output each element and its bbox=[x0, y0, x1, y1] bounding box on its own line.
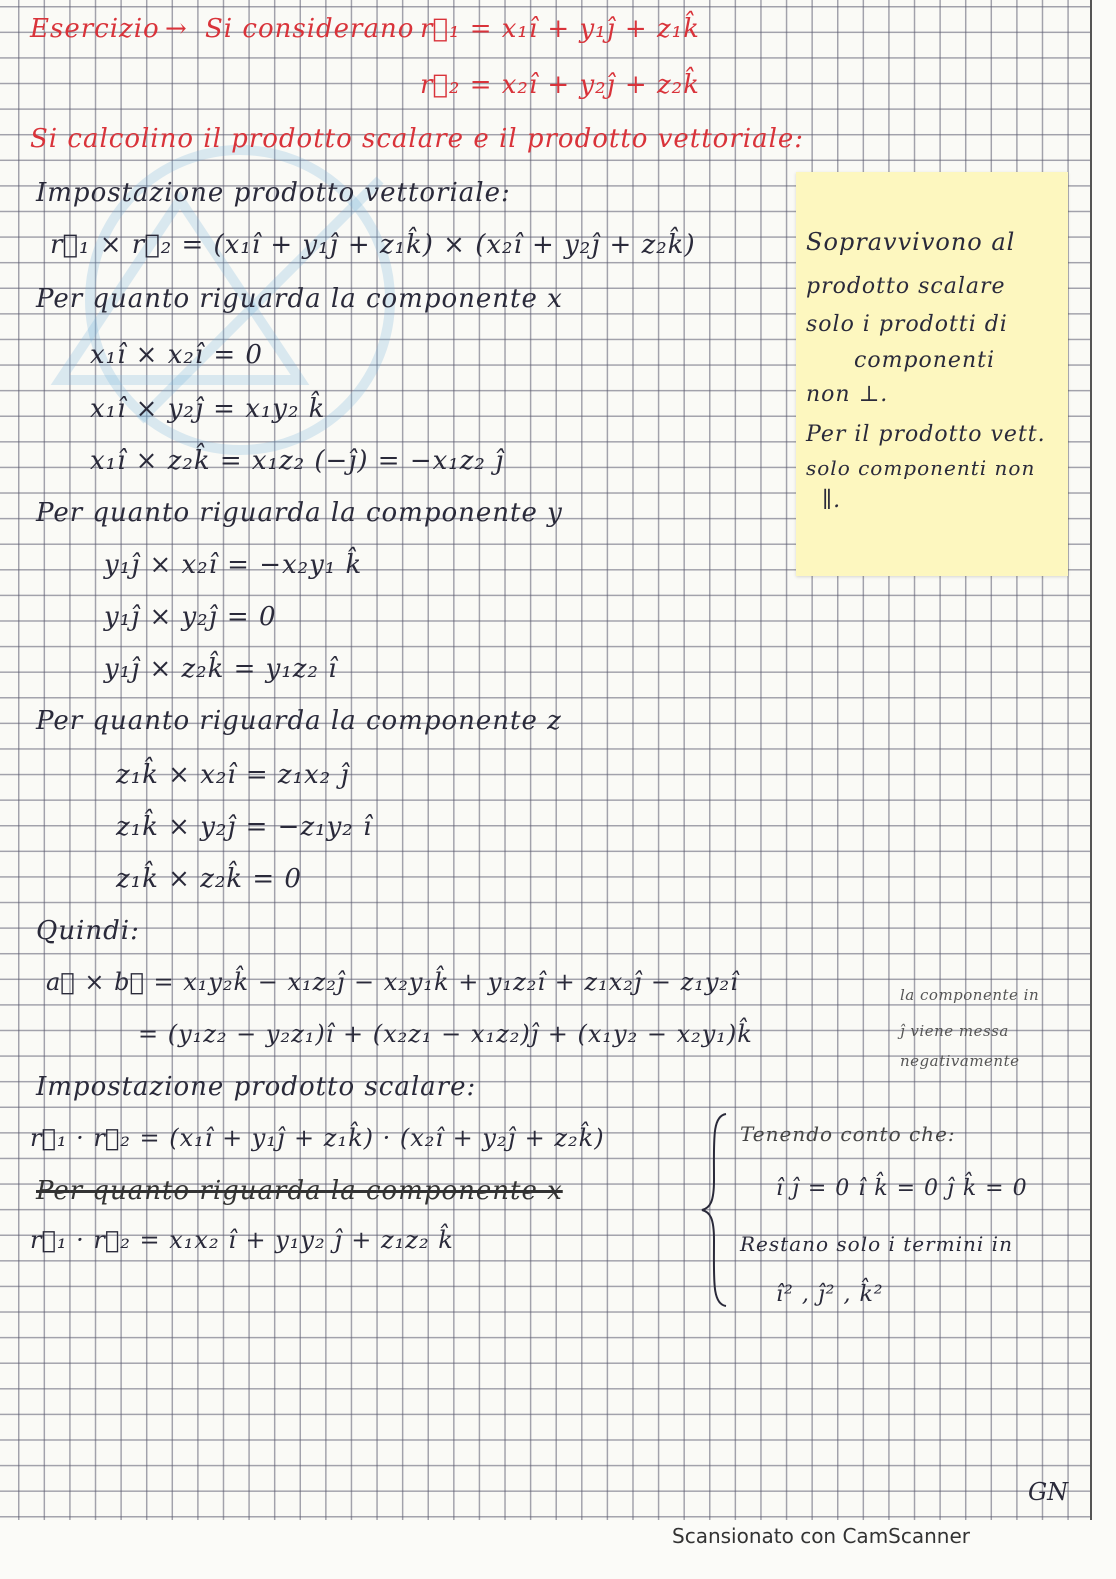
x-component-heading: Per quanto riguarda la componente x bbox=[36, 284, 563, 314]
task-statement: Si calcolino il prodotto scalare e il prodotto vettoriale: bbox=[30, 124, 805, 154]
margin-note-line-1: la componente in bbox=[900, 986, 1040, 1004]
vector-product-heading: Impostazione prodotto vettoriale: bbox=[36, 178, 511, 208]
cross-product-result-line-2: = (y₁z₂ − y₂z₁)î + (x₂z₁ − x₁z₂)ĵ + (x₁y₂ − x₂y₁)k̂ bbox=[138, 1020, 753, 1048]
title-arrow: → bbox=[165, 14, 188, 44]
side-note-line-3: Restano solo i termini in bbox=[740, 1232, 1013, 1256]
author-initials: GN bbox=[1028, 1478, 1069, 1506]
sticky-note-line: non ⊥. bbox=[806, 382, 889, 407]
sticky-note-line: Sopravvivono al bbox=[806, 228, 1016, 256]
z-component-heading: Per quanto riguarda la componente z bbox=[36, 706, 562, 736]
sticky-note-line: componenti bbox=[854, 348, 995, 373]
cross-product-result-line-1: a⃗ × b⃗ = x₁y₂k̂ − x₁z₂ĵ − x₂y₁k̂ + y₁z₂î + z₁x₂ĵ − z₁y₂î bbox=[46, 968, 739, 996]
z-line-3: z₁k̂ × z₂k̂ = 0 bbox=[116, 864, 302, 894]
margin-note-line-2: ĵ viene messa bbox=[900, 1022, 1009, 1040]
side-note-line-4: î² , ĵ² , k̂² bbox=[776, 1282, 884, 1307]
vector-1-definition: r⃗₁ = x₁î + y₁ĵ + z₁k̂ bbox=[420, 14, 700, 44]
z-line-2: z₁k̂ × y₂ĵ = −z₁y₂ î bbox=[116, 812, 373, 842]
dot-product-result: r⃗₁ · r⃗₂ = x₁x₂ î + y₁y₂ ĵ + z₁z₂ k̂ bbox=[30, 1226, 454, 1254]
z-line-1: z₁k̂ × x₂î = z₁x₂ ĵ bbox=[116, 760, 350, 790]
side-note-line-1: Tenendo conto che: bbox=[740, 1122, 956, 1146]
x-line-3: x₁î × z₂k̂ = x₁z₂ (−ĵ) = −x₁z₂ ĵ bbox=[90, 446, 505, 476]
scalar-product-heading: Impostazione prodotto scalare: bbox=[36, 1072, 477, 1102]
sticky-note-line: Per il prodotto vett. bbox=[806, 422, 1046, 447]
conclusion-label: Quindi: bbox=[36, 916, 140, 946]
vector-product-setup: r⃗₁ × r⃗₂ = (x₁î + y₁ĵ + z₁k̂) × (x₂î + y₂ĵ + z₂k̂) bbox=[50, 230, 696, 260]
vector-2-definition: r⃗₂ = x₂î + y₂ĵ + z₂k̂ bbox=[420, 70, 700, 100]
sticky-note-line: solo i prodotti di bbox=[806, 312, 1008, 337]
sticky-note-line: prodotto scalare bbox=[806, 274, 1006, 299]
exercise-title: Esercizio bbox=[30, 14, 160, 44]
curly-brace-icon bbox=[700, 1110, 730, 1310]
camscanner-footer: Scansionato con CamScanner bbox=[672, 1524, 970, 1548]
sticky-note bbox=[796, 172, 1068, 576]
y-line-3: y₁ĵ × z₂k̂ = y₁z₂ î bbox=[104, 654, 338, 684]
y-component-heading: Per quanto riguarda la componente y bbox=[36, 498, 563, 528]
y-line-2: y₁ĵ × y₂ĵ = 0 bbox=[104, 602, 277, 632]
intro-text: Si considerano bbox=[205, 14, 415, 44]
sticky-note-line: solo componenti non bbox=[806, 456, 1036, 480]
x-line-2: x₁î × y₂ĵ = x₁y₂ k̂ bbox=[90, 394, 326, 424]
sticky-note-line: ∥. bbox=[822, 488, 842, 513]
struck-out-line: Per quanto riguarda la componente x bbox=[36, 1176, 563, 1206]
scalar-product-setup: r⃗₁ · r⃗₂ = (x₁î + y₁ĵ + z₁k̂) · (x₂î + y₂ĵ + z₂k̂) bbox=[30, 1124, 605, 1152]
side-note-line-2: î ĵ = 0 î k̂ = 0 ĵ k̂ = 0 bbox=[776, 1176, 1028, 1201]
margin-note-line-3: negativamente bbox=[900, 1052, 1020, 1070]
x-line-1: x₁î × x₂î = 0 bbox=[90, 340, 263, 370]
y-line-1: y₁ĵ × x₂î = −x₂y₁ k̂ bbox=[104, 550, 363, 580]
